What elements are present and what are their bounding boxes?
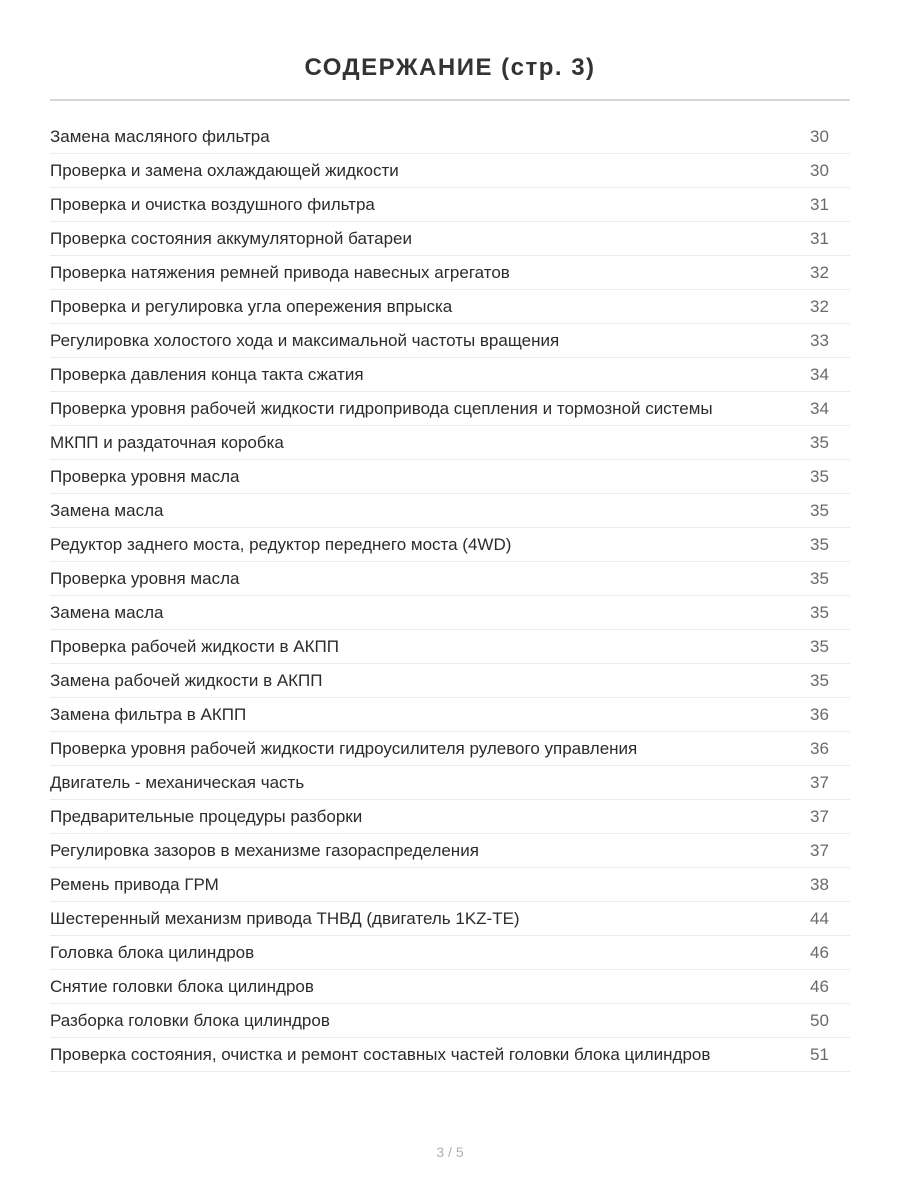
toc-entry-title[interactable]: Замена масла [50,603,164,622]
toc-entry-title[interactable]: Шестеренный механизм привода ТНВД (двигатель 1KZ-TE) [50,909,520,928]
toc-entry-page[interactable]: 32 [810,263,829,282]
toc-entry-title[interactable]: Проверка уровня рабочей жидкости гидроусилителя рулевого управления [50,739,638,758]
toc-entry-title[interactable]: Проверка уровня масла [50,569,240,588]
toc-entry[interactable] [50,562,850,596]
toc-entry-page[interactable]: 30 [810,127,829,146]
toc-entry-page[interactable]: 35 [810,433,829,452]
toc-entry-page[interactable]: 35 [810,501,829,520]
toc-entry[interactable] [50,120,850,154]
toc-entry-title[interactable]: Головка блока цилиндров [50,943,255,962]
toc-entry[interactable] [50,460,850,494]
toc-entry[interactable] [50,766,850,800]
toc-entry[interactable] [50,732,850,766]
toc-entry-page[interactable]: 32 [810,297,829,316]
toc-entry-title[interactable]: Проверка рабочей жидкости в АКПП [50,637,339,656]
toc-entry[interactable] [50,426,850,460]
toc-entry[interactable] [50,868,850,902]
page-number: 3 / 5 [436,1144,464,1160]
toc-entry-title[interactable]: Регулировка холостого хода и максимальной частоты вращения [50,331,560,350]
table-of-contents [50,120,850,1072]
toc-entry-page[interactable]: 46 [810,943,829,962]
toc-entry-title[interactable]: Проверка и очистка воздушного фильтра [50,195,375,214]
toc-entry[interactable] [50,392,850,426]
toc-entry-page[interactable]: 35 [810,569,829,588]
toc-entry-title[interactable]: Проверка натяжения ремней привода навесных агрегатов [50,263,510,282]
toc-entry[interactable] [50,630,850,664]
toc-entry-page[interactable]: 36 [810,705,829,724]
toc-entry-page[interactable]: 31 [810,195,829,214]
toc-entry-title[interactable]: Проверка уровня рабочей жидкости гидропривода сцепления и тормозной системы [50,399,713,418]
toc-entry-title[interactable]: Замена фильтра в АКПП [50,705,247,724]
toc-entry-title[interactable]: Проверка уровня масла [50,467,240,486]
toc-entry[interactable] [50,256,850,290]
toc-entry-page[interactable]: 50 [810,1011,829,1030]
toc-entry[interactable] [50,834,850,868]
toc-entry-title[interactable]: Предварительные процедуры разборки [50,807,363,826]
toc-entry-page[interactable]: 35 [810,671,829,690]
toc-entry[interactable] [50,358,850,392]
title-divider [50,99,850,101]
toc-entry-page[interactable]: 37 [810,841,829,860]
toc-entry[interactable] [50,698,850,732]
toc-entry-title[interactable]: Проверка и регулировка угла опережения впрыска [50,297,453,316]
toc-entry[interactable] [50,154,850,188]
toc-entry-page[interactable]: 46 [810,977,829,996]
toc-entry-page[interactable]: 35 [810,467,829,486]
toc-entry[interactable] [50,664,850,698]
toc-entry-page[interactable]: 35 [810,535,829,554]
page-title: СОДЕРЖАНИЕ (стр. 3) [304,54,596,82]
toc-entry-title[interactable]: Двигатель - механическая часть [50,773,305,792]
toc-entry-title[interactable]: Проверка состояния, очистка и ремонт составных частей головки блока цилиндров [50,1045,711,1064]
toc-entry[interactable] [50,1004,850,1038]
toc-entry[interactable] [50,902,850,936]
toc-entry-title[interactable]: Снятие головки блока цилиндров [50,977,314,996]
toc-entry-page[interactable]: 44 [810,909,829,928]
toc-entry[interactable] [50,1038,850,1072]
toc-entry-title[interactable]: МКПП и раздаточная коробка [50,433,284,452]
toc-entry[interactable] [50,222,850,256]
toc-entry-page[interactable]: 33 [810,331,829,350]
toc-entry-page[interactable]: 36 [810,739,829,758]
toc-entry-page[interactable]: 34 [810,365,829,384]
toc-entry[interactable] [50,800,850,834]
toc-entry-title[interactable]: Проверка давления конца такта сжатия [50,365,364,384]
toc-entry-page[interactable]: 35 [810,637,829,656]
toc-entry[interactable] [50,188,850,222]
toc-entry[interactable] [50,936,850,970]
toc-entry-title[interactable]: Замена масла [50,501,164,520]
toc-entry[interactable] [50,324,850,358]
toc-entry-title[interactable]: Замена масляного фильтра [50,127,270,146]
toc-entry[interactable] [50,290,850,324]
toc-entry-page[interactable]: 37 [810,807,829,826]
toc-entry[interactable] [50,970,850,1004]
toc-entry-page[interactable]: 37 [810,773,829,792]
toc-entry-title[interactable]: Замена рабочей жидкости в АКПП [50,671,323,690]
toc-entry-page[interactable]: 34 [810,399,829,418]
toc-entry-title[interactable]: Ремень привода ГРМ [50,875,219,894]
toc-entry-title[interactable]: Проверка и замена охлаждающей жидкости [50,161,399,180]
toc-entry-page[interactable]: 38 [810,875,829,894]
toc-entry-title[interactable]: Регулировка зазоров в механизме газораспределения [50,841,479,860]
toc-entry-title[interactable]: Редуктор заднего моста, редуктор переднего моста (4WD) [50,535,512,554]
toc-entry-page[interactable]: 31 [810,229,829,248]
toc-entry[interactable] [50,528,850,562]
toc-entry[interactable] [50,494,850,528]
toc-entry-page[interactable]: 30 [810,161,829,180]
toc-entry-page[interactable]: 51 [810,1045,829,1064]
toc-entry[interactable] [50,596,850,630]
toc-entry-title[interactable]: Разборка головки блока цилиндров [50,1011,330,1030]
toc-entry-title[interactable]: Проверка состояния аккумуляторной батареи [50,229,412,248]
toc-entry-page[interactable]: 35 [810,603,829,622]
